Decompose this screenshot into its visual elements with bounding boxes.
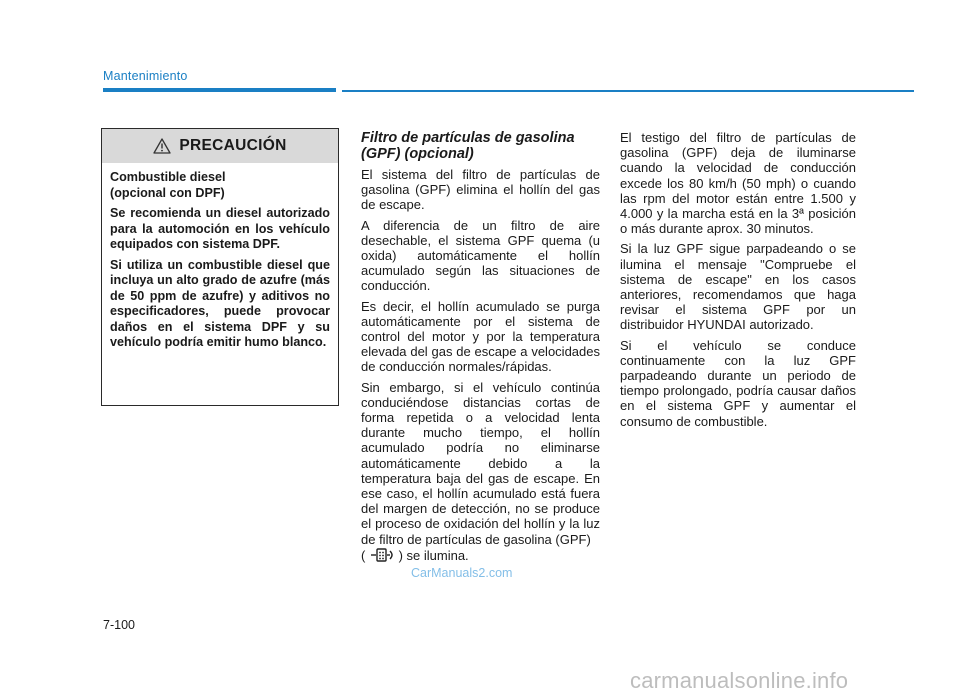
caution-header bbox=[102, 129, 338, 163]
paren-open: ( bbox=[361, 547, 366, 563]
body-paragraph: A diferencia de un filtro de aire desechable, el sistema GPF quema (u oxida) automáticamente el hollín acumulado según las situaciones de conducción. bbox=[361, 217, 600, 294]
caution-paragraph: Si utiliza un combustible diesel que incluya un alto grado de azufre (más de 50 ppm de azufre) y aditivos no especificadores, puede provocar daños en el sistema DPF y su vehículo podría emitir humo blanco. bbox=[110, 257, 330, 349]
warning-triangle-icon bbox=[153, 138, 171, 154]
gpf-filter-icon bbox=[369, 547, 395, 563]
gpf-indicator-line bbox=[361, 547, 600, 563]
right-column bbox=[620, 130, 856, 434]
footer-watermark: carmanualsonline.info bbox=[630, 668, 849, 693]
body-paragraph: Si la luz GPF sigue parpadeando o se ilumina el mensaje "Compruebe el sistema de escape" en los casos anteriores, recomendamos que haga revisar el sistema GPF por un distribuidor HYUNDAI autorizado. bbox=[620, 241, 856, 333]
watermark: CarManuals2.com bbox=[411, 566, 513, 580]
caution-paragraph: Combustible diesel (opcional con DPF) bbox=[110, 170, 226, 200]
caution-title: PRECAUCIÓN bbox=[179, 137, 287, 154]
caution-box bbox=[101, 128, 339, 406]
paren-close: ) se ilumina. bbox=[398, 547, 469, 563]
middle-column bbox=[361, 130, 600, 568]
caution-paragraph: Se recomienda un diesel autorizado para la automoción en los vehículo equipados con sistema DPF. bbox=[110, 206, 330, 251]
section-heading: Filtro de partículas de gasolina (GPF) (opcional) bbox=[361, 130, 575, 162]
caution-body bbox=[102, 163, 338, 351]
body-paragraph: El testigo del filtro de partículas de gasolina (GPF) deja de iluminarse cuando la velocidad de conducción excede los 80 km/h (50 mph) o cuando las rpm del motor están entre 1.500 y 4.000 y la marcha está en la 3ª posición o más durante aprox. 30 minutos. bbox=[620, 130, 856, 237]
section-label: Mantenimiento bbox=[103, 69, 188, 83]
body-paragraph bbox=[361, 380, 600, 547]
header-rule-thin bbox=[342, 90, 914, 92]
header-rule-thick bbox=[103, 88, 336, 92]
body-paragraph: Es decir, el hollín acumulado se purga automáticamente por el sistema de control del motor y por la temperatura elevada del gas de escape a velocidades de conducción normales/rápidas. bbox=[361, 298, 600, 375]
body-paragraph: Si el vehículo se conduce continuamente con la luz GPF parpadeando durante un periodo de tiempo prolongado, podría causar daños en el sistema GPF y aumentar el consumo de combustible. bbox=[620, 337, 856, 429]
body-paragraph: El sistema del filtro de partículas de gasolina (GPF) elimina el hollín del gas de escape. bbox=[361, 167, 600, 213]
page-number: 7-100 bbox=[103, 618, 135, 632]
body-paragraph-text: Sin embargo, si el vehículo continúa conduciéndose distancias cortas de forma repetida o a velocidad lenta durante mucho tiempo, el hollín acumulado podría no eliminarse automáticamente debido a la temperatura baja del gas de escape. En ese caso, el hollín acumulado está fuera del margen de detección, no se produce el proceso de oxidación del hollín y la luz de filtro de partículas de gasolina (GPF) bbox=[361, 379, 600, 547]
